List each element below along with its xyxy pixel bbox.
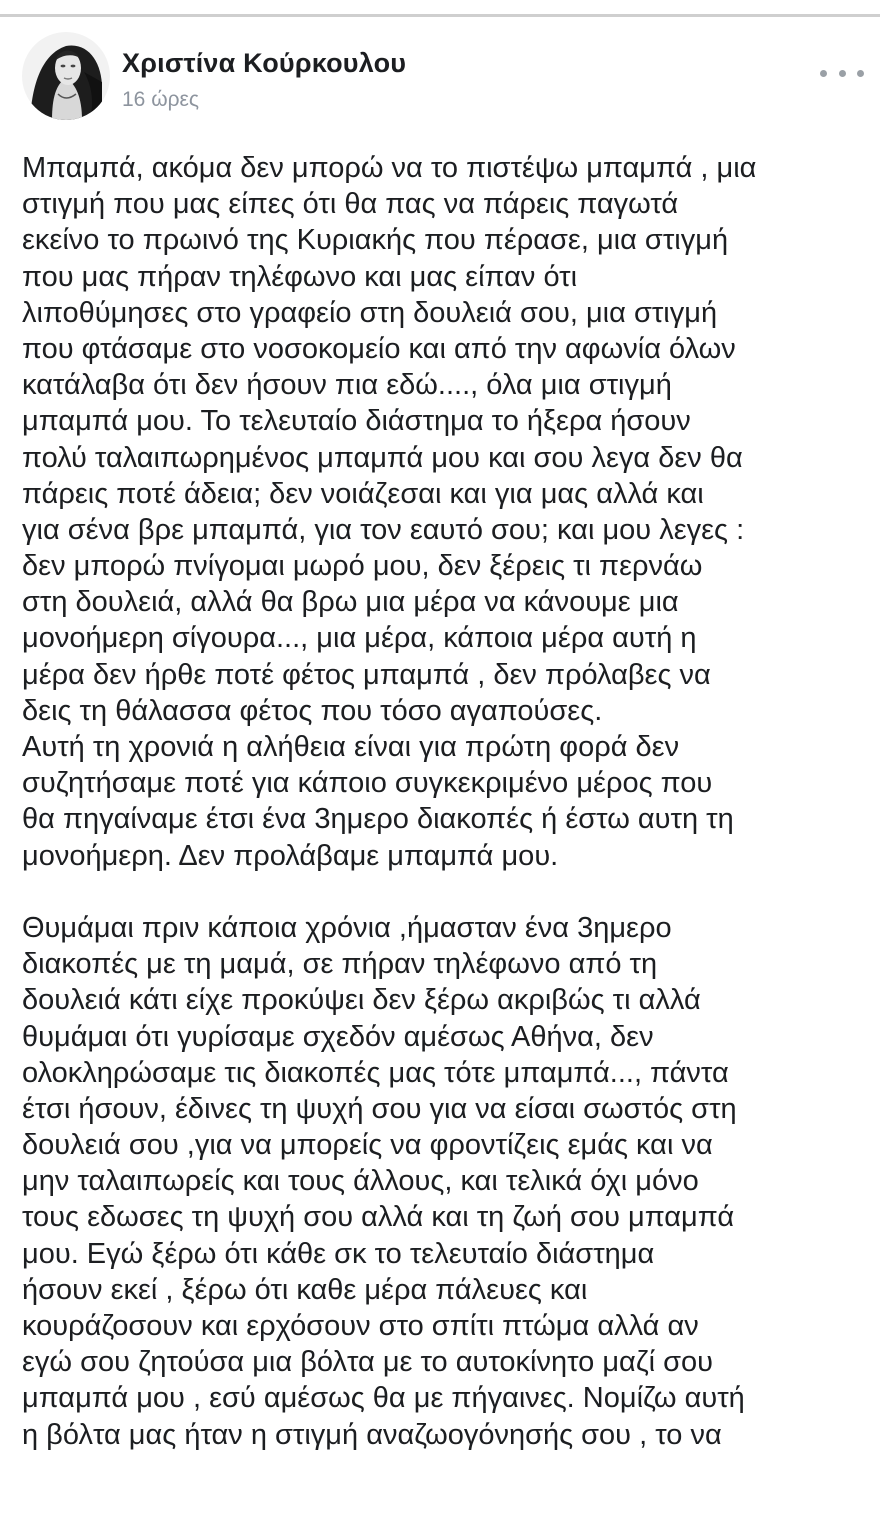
- post-text-line: μονοήμερη σίγουρα..., μια μέρα, κάποια μέρα αυτή η: [22, 622, 697, 655]
- post-text-line: μέρα δεν ήρθε ποτέ φέτος μπαμπά , δεν πρόλαβες να: [22, 658, 711, 691]
- post-text-line: πάρεις ποτέ άδεια; δεν νοιάζεσαι και για μας αλλά και: [22, 477, 704, 510]
- more-horizontal-icon-dot: [839, 70, 846, 77]
- post-header: [0, 22, 880, 132]
- post-text-line: συζητήσαμε ποτέ για κάποιο συγκεκριμένο μέρος που: [22, 767, 713, 800]
- more-horizontal-icon: [820, 70, 827, 77]
- post-text-line: θα πηγαίναμε έτσι ένα 3ημερο διακοπές ή έστω αυτη τη: [22, 803, 734, 836]
- post-text-line: ολοκληρώσαμε τις διακοπές μας τότε μπαμπά..., πάντα: [22, 1056, 729, 1089]
- post-text-line: μου. Εγώ ξέρω ότι κάθε σκ το τελευταίο διάστημα: [22, 1237, 655, 1270]
- post-timestamp[interactable]: 16 ώρες: [122, 88, 200, 111]
- post-text-line: τους εδωσες τη ψυχή σου αλλά και τη ζωή σου μπαμπά: [22, 1201, 735, 1234]
- post-text-line: εκείνο το πρωινό της Κυριακής που πέρασε, μια στιγμή: [22, 224, 729, 257]
- post-text-line: που φτάσαμε στο νοσοκομείο και από την αφωνία όλων: [22, 332, 736, 365]
- post-text-line: έτσι ήσουν, έδινες τη ψυχή σου για να είσαι σωστός στη: [22, 1092, 737, 1125]
- post-text-line: λιποθύμησες στο γραφείο στη δουλειά σου, μια στιγμή: [22, 296, 718, 329]
- paragraph-gap: [22, 874, 862, 910]
- post-text-line: δεν μπορώ πνίγομαι μωρό μου, δεν ξέρεις τι περνάω: [22, 550, 703, 583]
- post-text-line: Θυμάμαι πριν κάποια χρόνια ,ήμασταν ένα 3ημερο: [22, 911, 672, 944]
- post-text-line: Μπαμπά, ακόμα δεν μπορώ να το πιστέψω μπαμπά , μια: [22, 152, 757, 184]
- post-text-line: μην ταλαιπωρείς και τους άλλους, και τελικά όχι μόνο: [22, 1165, 699, 1198]
- more-options-button[interactable]: [820, 64, 864, 82]
- post-text-line: ήσουν εκεί , ξέρω ότι καθε μέρα πάλευες και: [22, 1273, 588, 1306]
- post-text-line: κουράζοσουν και ερχόσουν στο σπίτι πτώμα αλλά αν: [22, 1310, 699, 1342]
- avatar[interactable]: [22, 32, 110, 120]
- top-divider: [0, 14, 880, 17]
- post-text-line: δεις τη θάλασσα φέτος που τόσο αγαπούσες.: [22, 694, 603, 727]
- post-text-line: κατάλαβα ότι δεν ήσουν πια εδώ...., όλα μια στιγμή: [22, 369, 672, 402]
- post-text-line: δουλειά σου ,για να μπορείς να φροντίζεις εμάς και να: [22, 1129, 713, 1162]
- post-text-line: για σένα βρε μπαμπά, για τον εαυτό σου; και μου λεγες :: [22, 513, 745, 546]
- post-text-line: εγώ σου ζητούσα μια βόλτα με το αυτοκίνητο μαζί σου: [22, 1346, 713, 1379]
- post-text: [22, 150, 862, 1453]
- author-name[interactable]: Χριστίνα Κούρκουλου: [122, 48, 407, 78]
- post-text-line: μπαμπά μου , εσύ αμέσως θα με πήγαινες. Νομίζω αυτή: [22, 1382, 745, 1415]
- post-text-line: στιγμή που μας είπες ότι θα πας να πάρεις παγωτά: [22, 188, 679, 221]
- post-text-line: στη δουλειά, αλλά θα βρω μια μέρα να κάνουμε μια: [22, 586, 679, 619]
- post-text-line: διακοπές με τη μαμά, σε πήραν τηλέφωνο από τη: [22, 948, 658, 981]
- post-text-line: δουλειά κάτι είχε προκύψει δεν ξέρω ακριβώς τι αλλά: [22, 984, 701, 1017]
- avatar-photo: [22, 32, 110, 120]
- more-horizontal-icon-dot: [857, 70, 864, 77]
- post-text-line: Αυτή τη χρονιά η αλήθεια είναι για πρώτη φορά δεν: [22, 731, 680, 763]
- post-text-line: η βόλτα μας ήταν η στιγμή αναζωογόνησής σου , το να: [22, 1418, 722, 1451]
- post-text-line: μονοήμερη. Δεν προλάβαμε μπαμπά μου.: [22, 839, 559, 872]
- post-text-line: που μας πήραν τηλέφωνο και μας είπαν ότι: [22, 260, 578, 293]
- post-text-line: μπαμπά μου. Το τελευταίο διάστημα το ήξερα ήσουν: [22, 405, 691, 438]
- post-text-line: θυμάμαι ότι γυρίσαμε σχεδόν αμέσως Αθήνα, δεν: [22, 1020, 654, 1053]
- post-text-line: πολύ ταλαιπωρημένος μπαμπά μου και σου λεγα δεν θα: [22, 441, 743, 474]
